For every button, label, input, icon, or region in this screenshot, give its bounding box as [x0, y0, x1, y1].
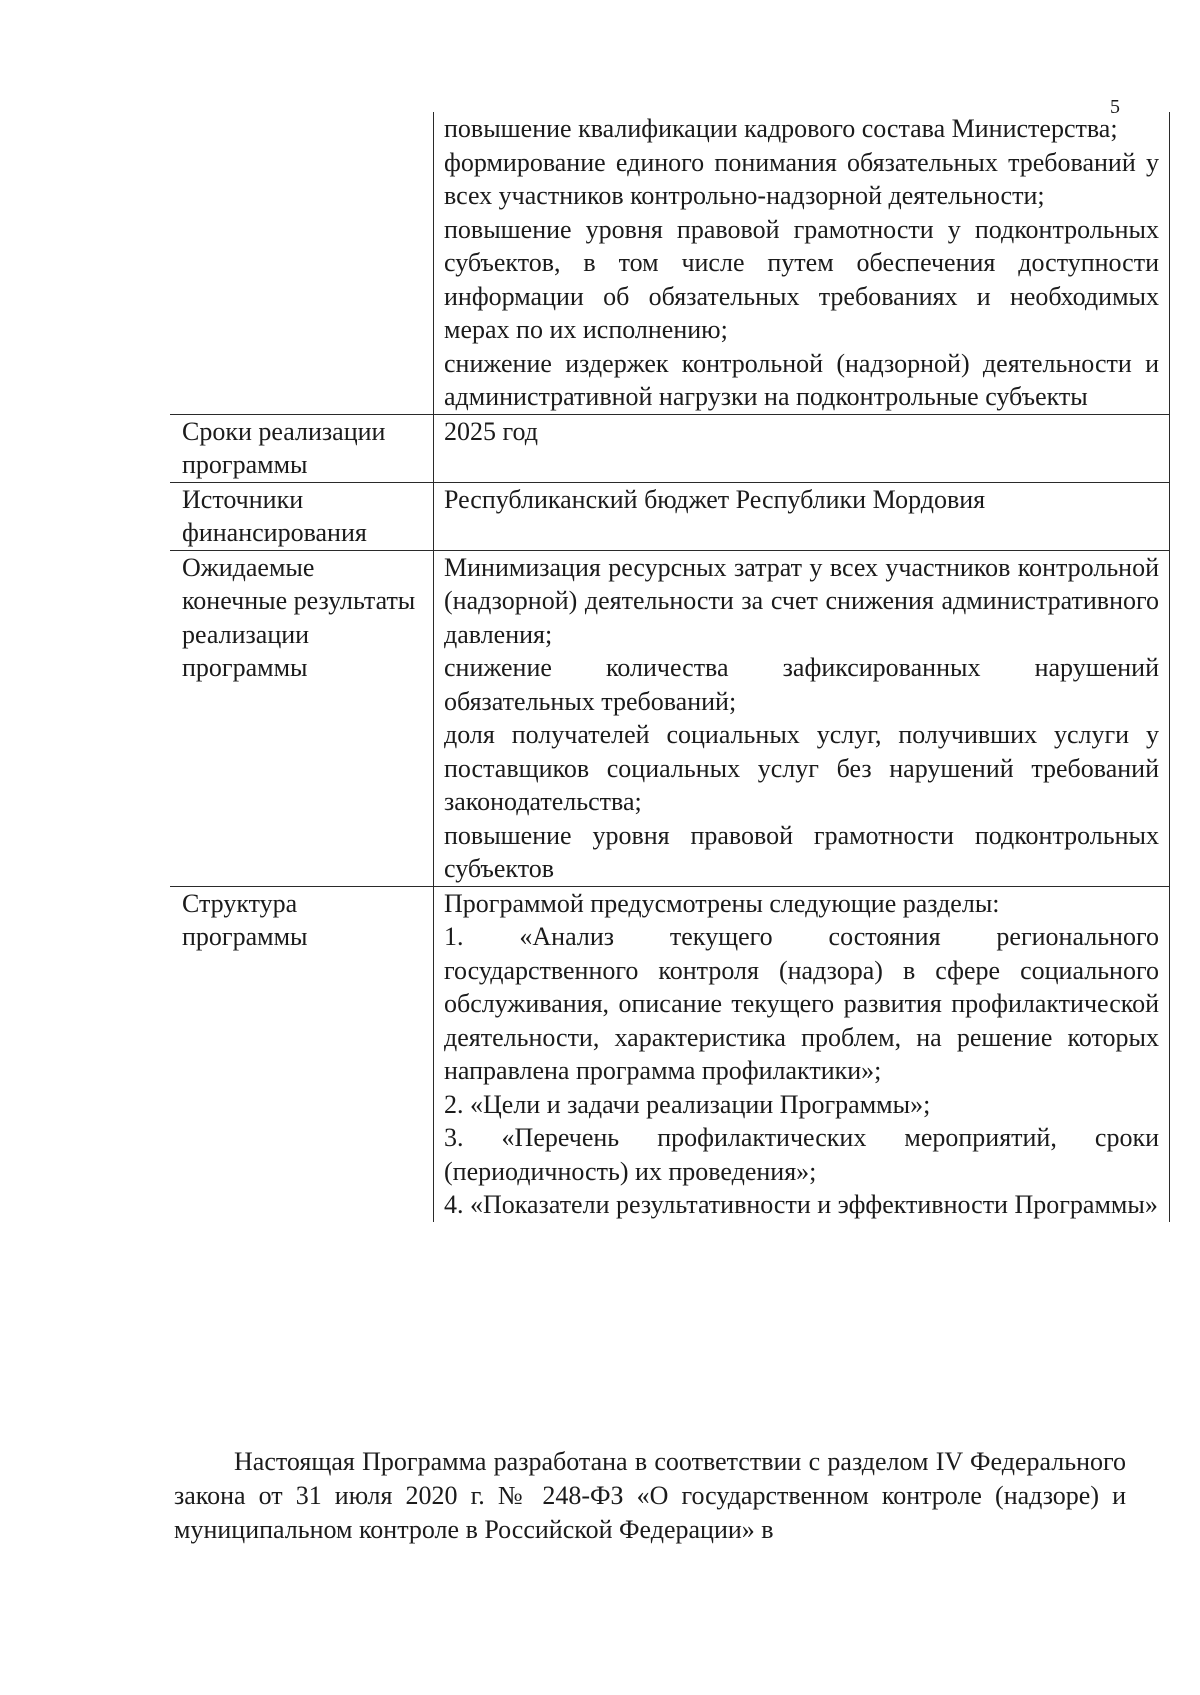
table-row — [170, 550, 1170, 886]
table-row — [170, 482, 1170, 550]
content-paragraph: повышение уровня правовой грамотности у подконтрольных субъектов, в том числе путем обеспечения доступности информации об обязательных требованиях и необходимых мерах по их исполнению; — [444, 214, 1159, 344]
content-paragraph: формирование единого понимания обязательных требований у всех участников контрольно-надзорной деятельности; — [444, 147, 1159, 210]
row-label — [170, 414, 434, 482]
row-label-text: Источники финансирования — [182, 484, 367, 547]
body-paragraph: Настоящая Программа разработана в соответствии с разделом IV Федерального закона от 31 июля 2020 г. № 248-ФЗ «О государственном контроле (надзоре) и муниципальном контроле в Российской Федерации» в — [174, 1447, 1126, 1544]
table-row — [170, 112, 1170, 414]
row-label — [170, 886, 434, 1222]
page-number: 5 — [1110, 96, 1120, 118]
content-paragraph: Минимизация ресурсных затрат у всех участников контрольной (надзорной) деятельности за счет снижения административного давления; — [444, 552, 1159, 649]
table-row — [170, 414, 1170, 482]
program-passport-table — [170, 112, 1170, 1222]
row-label-text: Сроки реализации программы — [182, 416, 386, 479]
content-paragraph: доля получателей социальных услуг, получивших услуги у поставщиков социальных услуг без нарушений требований законодательства; — [444, 720, 1159, 816]
table-row — [170, 886, 1170, 1222]
row-content — [434, 550, 1170, 886]
row-label — [170, 482, 434, 550]
row-label-text: Структура программы — [182, 888, 308, 951]
content-paragraph: 4. «Показатели результативности и эффективности Программы» — [444, 1190, 1158, 1219]
content-paragraph: Республиканский бюджет Республики Мордовия — [444, 484, 986, 514]
row-content — [434, 482, 1170, 550]
content-paragraph: 1. «Анализ текущего состояния регионального государственного контроля (надзора) в сфере социального обслуживания, описание текущего развития профилактической деятельности, характеристика проблем, на решение которых направлена программа профилактики»; — [444, 922, 1159, 1085]
row-content — [434, 886, 1170, 1222]
row-content — [434, 112, 1170, 414]
row-label — [170, 550, 434, 886]
content-paragraph: 2. «Цели и задачи реализации Программы»; — [444, 1089, 931, 1119]
content-paragraph: повышение квалификации кадрового состава Министерства; — [444, 114, 1118, 143]
row-content — [434, 414, 1170, 482]
content-paragraph: Программой предусмотрены следующие разделы: — [444, 888, 1000, 918]
content-paragraph: повышение уровня правовой грамотности подконтрольных субъектов — [444, 820, 1159, 883]
row-label — [170, 112, 434, 414]
row-label-text: Ожидаемые конечные результаты реализации программы — [182, 552, 416, 682]
content-paragraph: снижение количества зафиксированных нарушений обязательных требований; — [444, 653, 1159, 716]
content-paragraph: 3. «Перечень профилактических мероприятий, сроки (периодичность) их проведения»; — [444, 1123, 1159, 1186]
content-paragraph: 2025 год — [444, 416, 538, 446]
content-paragraph: снижение издержек контрольной (надзорной) деятельности и административной нагрузки на подконтрольные субъекты — [444, 348, 1159, 411]
